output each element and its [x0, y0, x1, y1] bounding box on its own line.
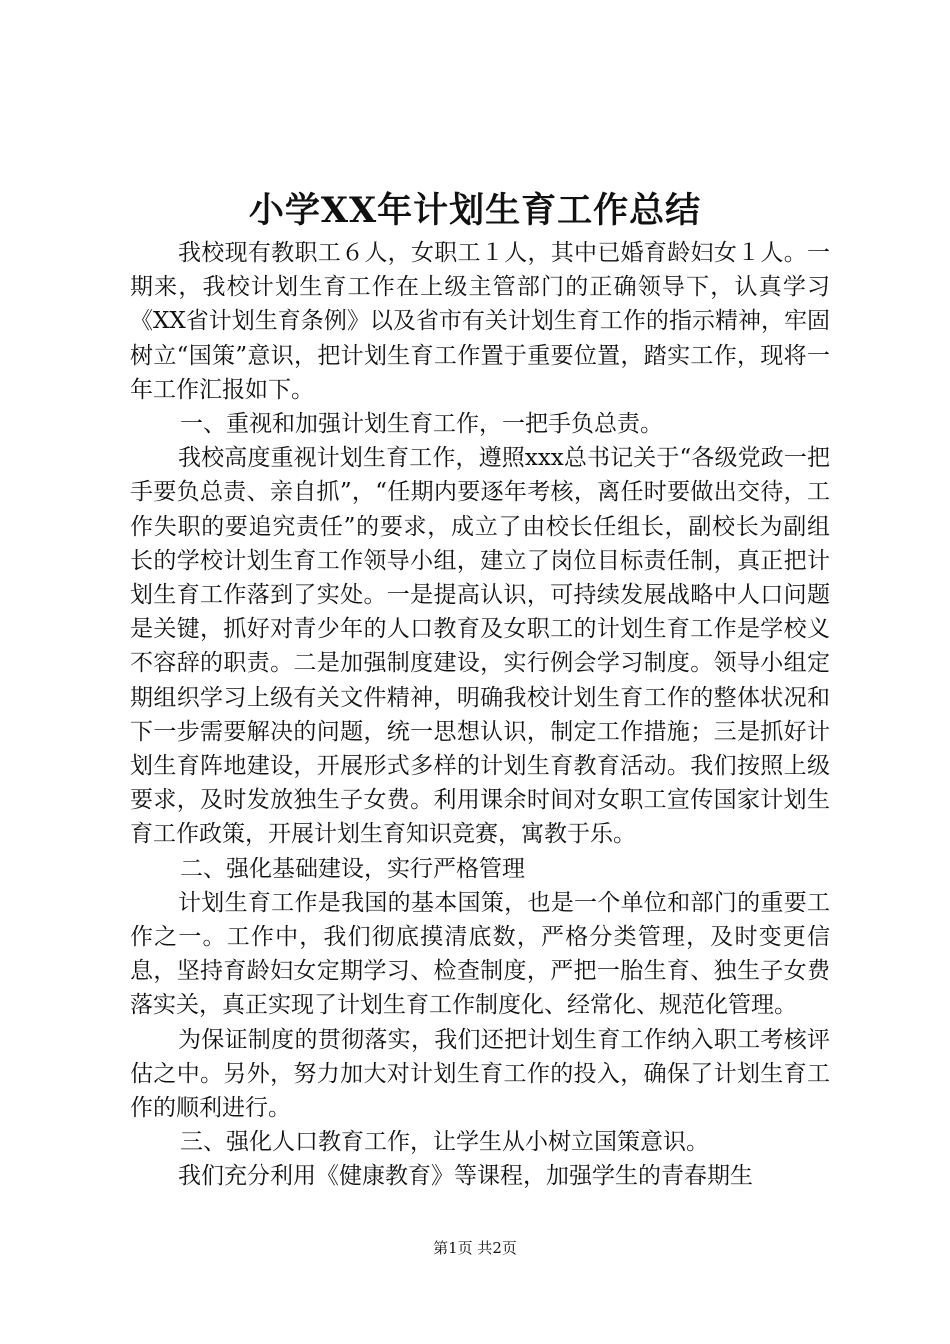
section-heading-1: 一、重视和加强计划生育工作，一把手负总责。 [180, 411, 663, 438]
page-indicator: 第1页 共2页 [433, 1239, 517, 1257]
document-title: 小学XX年计划生育工作总结 [248, 190, 702, 231]
section-heading-3: 三、强化人口教育工作，让学生从小树立国策意识。 [180, 1129, 709, 1156]
document-body [130, 236, 830, 1194]
paragraph-intro: 我校现有教职工６人，女职工１人，其中已婚育龄妇女１人。一期来，我校计划生育工作在上级主管部门的正确领导下，认真学习《XX省计划生育条例》以及省市有关计划生育工作的指示精神，牢固树立“国策”意识，把计划生育工作置于重要位置，踏实工作，现将一年工作汇报如下。 [130, 240, 830, 403]
paragraph-section-2a: 计划生育工作是我国的基本国策，也是一个单位和部门的重要工作之一。工作中，我们彻底摸清底数，严格分类管理，及时变更信息，坚持育龄妇女定期学习、检查制度，严把一胎生育、独生子女费落实关，真正实现了计划生育工作制度化、经常化、规范化管理。 [130, 889, 830, 1019]
paragraph-section-1: 我校高度重视计划生育工作，遵照xxx总书记关于“各级党政一把手要负总责、亲自抓”，“任期内要逐年考核，离任时要做出交待，工作失职的要追究责任”的要求，成立了由校长任组长，副校长为副组长的学校计划生育工作领导小组，建立了岗位目标责任制，真正把计划生育工作落到了实处。一是提高认识，可持续发展战略中人口问题是关键，抓好对青少年的人口教育及女职工的计划生育工作是学校义不容辞的职责。二是加强制度建设，实行例会学习制度。领导小组定期组织学习上级有关文件精神，明确我校计划生育工作的整体状况和下一步需要解决的问题，统一思想认识，制定工作措施；三是抓好计划生育阵地建设，开展形式多样的计划生育教育活动。我们按照上级要求，及时发放独生子女费。利用课余时间对女职工宣传国家计划生育工作政策，开展计划生育知识竞赛，寓教于乐。 [130, 445, 830, 848]
paragraph-section-3: 我们充分利用《健康教育》等课程，加强学生的青春期生 [178, 1163, 753, 1190]
section-heading-2: 二、强化基础建设，实行严格管理 [180, 855, 525, 882]
paragraph-section-2b: 为保证制度的贯彻落实，我们还把计划生育工作纳入职工考核评估之中。另外，努力加大对计划生育工作的投入，确保了计划生育工作的顺利进行。 [130, 1026, 830, 1122]
